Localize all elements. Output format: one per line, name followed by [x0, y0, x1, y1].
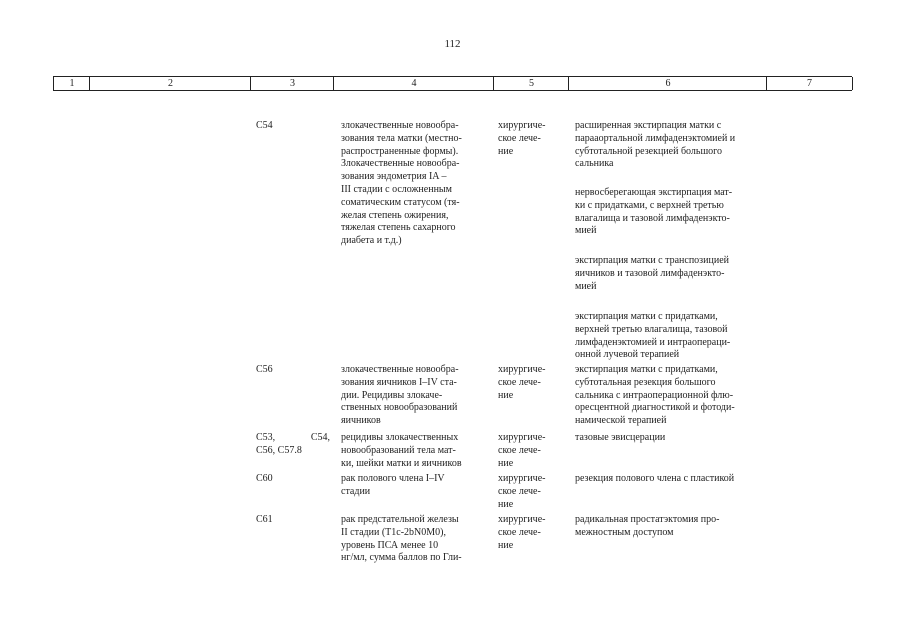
- treatment-line: ние: [498, 498, 514, 510]
- disease-line: дии. Рецидивы злокаче-: [341, 389, 443, 401]
- treatment-line: хирургиче-: [498, 514, 546, 525]
- header-col-3: 3: [250, 77, 334, 90]
- treatment-cell: [498, 120, 564, 158]
- method-block: [575, 514, 767, 540]
- method-line: экстирпация матки с придатками,: [575, 364, 718, 375]
- treatment-line: хирургиче-: [498, 432, 546, 443]
- method-line: лимфаденэктомией и интраопераци-: [575, 336, 731, 348]
- treatment-cell: [498, 432, 564, 470]
- table-header-row: [53, 76, 852, 91]
- disease-line: II стадии (T1c-2bN0M0),: [341, 526, 446, 538]
- method-line: расширенная экстирпация матки с: [575, 120, 722, 131]
- code-line: C54: [256, 120, 273, 131]
- method-line: нервосберегающая экстирпация мат-: [575, 187, 733, 198]
- treatment-line: ское лече-: [498, 132, 541, 144]
- header-col-5: 5: [493, 77, 569, 90]
- header-col-1: 1: [53, 77, 90, 90]
- code-line: C60: [256, 473, 273, 484]
- disease-line: яичников: [341, 415, 381, 427]
- treatment-line: ние: [498, 457, 514, 469]
- page-number: 112: [444, 38, 461, 50]
- disease-line: уровень ПСА менее 10: [341, 539, 439, 551]
- disease-line: ки, шейки матки и яичников: [341, 457, 462, 469]
- disease-line: злокачественные новообра-: [341, 364, 459, 375]
- method-line: намической терапией: [575, 415, 667, 427]
- method-line: экстирпация матки с транспозицией: [575, 255, 729, 266]
- code-cell: [256, 364, 330, 377]
- treatment-line: хирургиче-: [498, 473, 546, 484]
- treatment-line: ское лече-: [498, 526, 541, 538]
- header-col-7: 7: [766, 77, 853, 90]
- method-block: [575, 364, 767, 428]
- method-block: [575, 255, 767, 293]
- method-line: сальника с интраоперационной флю-: [575, 389, 734, 401]
- code-line: C61: [256, 514, 273, 525]
- disease-cell: [341, 120, 488, 248]
- code-cell: [256, 432, 330, 458]
- disease-line: рак полового члена I–IV: [341, 473, 445, 484]
- disease-cell: [341, 473, 488, 499]
- method-line: яичников и тазовой лимфаденэкто-: [575, 267, 725, 279]
- disease-cell: [341, 364, 488, 428]
- method-line: ки с придатками, с верхней третью: [575, 199, 724, 211]
- code-cell: [256, 120, 330, 133]
- disease-line: зования тела матки (местно-: [341, 132, 462, 144]
- treatment-line: ское лече-: [498, 485, 541, 497]
- method-block: [575, 473, 767, 486]
- treatment-cell: [498, 514, 564, 552]
- treatment-line: хирургиче-: [498, 120, 546, 131]
- treatment-line: ние: [498, 145, 514, 157]
- method-line: сальника: [575, 158, 614, 170]
- treatment-cell: [498, 473, 564, 511]
- treatment-line: ние: [498, 389, 514, 401]
- method-line: онной лучевой терапией: [575, 349, 680, 361]
- method-block: [575, 311, 767, 362]
- header-col-6: 6: [568, 77, 767, 90]
- method-line: радикальная простатэктомия про-: [575, 514, 720, 525]
- method-line: мией: [575, 225, 597, 237]
- method-line: верхней третью влагалища, тазовой: [575, 323, 728, 335]
- method-line: субтотальной резекцией большого: [575, 145, 723, 157]
- code-line: C56: [256, 364, 273, 375]
- method-line: субтотальная резекция большого: [575, 376, 716, 388]
- method-line: резекция полового члена с пластикой: [575, 473, 735, 484]
- disease-line: желая степень ожирения,: [341, 209, 449, 221]
- disease-line: соматическим статусом (тя-: [341, 196, 460, 208]
- disease-cell: [341, 514, 488, 565]
- disease-line: диабета и т.д.): [341, 235, 402, 247]
- disease-line: нг/мл, сумма баллов по Гли-: [341, 552, 462, 564]
- method-line: межностным доступом: [575, 526, 674, 538]
- method-block: [575, 187, 767, 238]
- disease-line: новообразований тела мат-: [341, 444, 456, 456]
- disease-line: III стадии с осложненным: [341, 183, 452, 195]
- method-line: оресцентной диагностикой и фотоди-: [575, 402, 735, 414]
- method-line: мией: [575, 280, 597, 292]
- method-block: [575, 432, 767, 445]
- treatment-cell: [498, 364, 564, 402]
- disease-line: распространенные формы).: [341, 145, 459, 157]
- disease-line: рецидивы злокачественных: [341, 432, 459, 443]
- disease-line: зования эндометрия IA –: [341, 171, 447, 183]
- disease-line: тяжелая степень сахарного: [341, 222, 456, 234]
- header-col-4: 4: [333, 77, 494, 90]
- code-cell: [256, 514, 330, 527]
- header-col-2: 2: [89, 77, 251, 90]
- treatment-line: ское лече-: [498, 444, 541, 456]
- code-line: C53, C54,: [256, 432, 330, 443]
- code-cell: [256, 473, 330, 486]
- treatment-line: хирургиче-: [498, 364, 546, 375]
- disease-cell: [341, 432, 488, 470]
- disease-line: Злокачественные новообра-: [341, 158, 460, 170]
- method-line: тазовые эвисцерации: [575, 432, 666, 443]
- disease-line: зования яичников I–IV ста-: [341, 376, 457, 388]
- disease-line: рак предстательной железы: [341, 514, 459, 525]
- disease-line: ственных новообразований: [341, 402, 458, 414]
- method-line: влагалища и тазовой лимфаденэкто-: [575, 212, 730, 224]
- code-line: C56, C57.8: [256, 444, 302, 456]
- method-block: [575, 120, 767, 171]
- treatment-line: ние: [498, 539, 514, 551]
- disease-line: стадии: [341, 485, 371, 497]
- method-line: экстирпация матки с придатками,: [575, 311, 718, 322]
- treatment-line: ское лече-: [498, 376, 541, 388]
- method-line: парааортальной лимфаденэктомией и: [575, 132, 736, 144]
- disease-line: злокачественные новообра-: [341, 120, 459, 131]
